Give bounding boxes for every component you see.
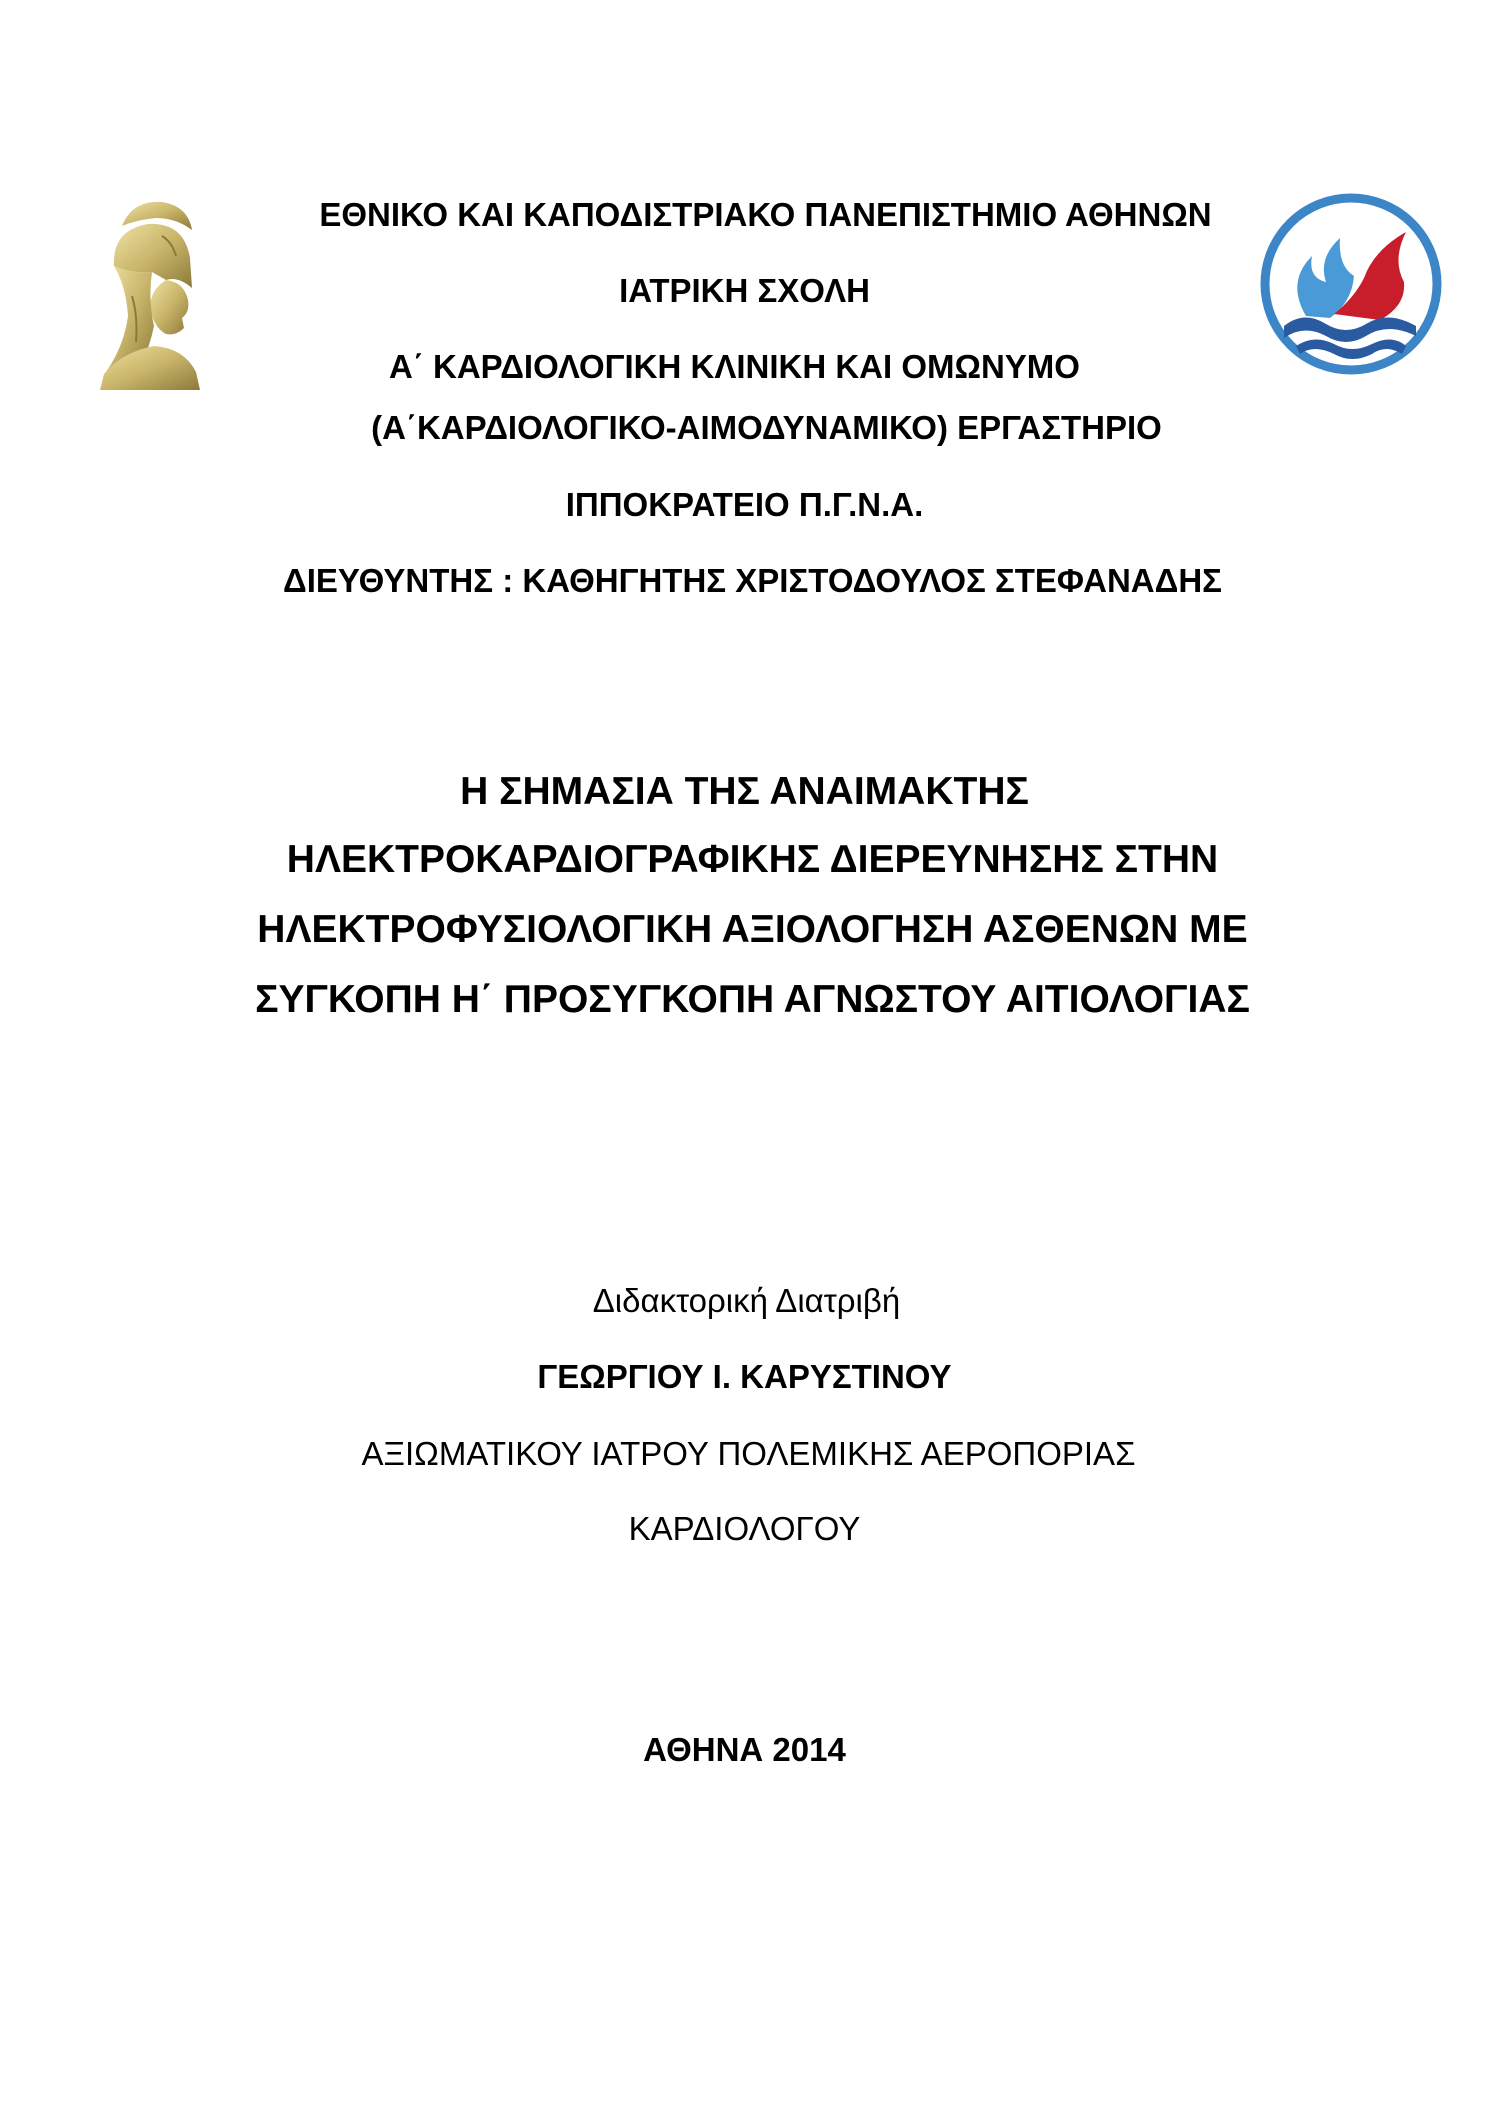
director-line: ΔΙΕΥΘΥΝΤΗΣ : ΚΑΘΗΓΗΤΗΣ ΧΡΙΣΤΟΔΟΥΛΟΣ ΣΤΕΦΑΝΑΔΗΣ	[283, 562, 1222, 599]
thesis-title-line-4: ΣΥΓΚΟΠΗ Η΄ ΠΡΟΣΥΓΚΟΠΗ ΑΓΝΩΣΤΟΥ ΑΙΤΙΟΛΟΓΙΑΣ	[255, 978, 1250, 1021]
clinic-line-1: Α΄ ΚΑΡΔΙΟΛΟΓΙΚΗ ΚΛΙΝΙΚΗ ΚΑΙ ΟΜΩΝΥΜΟ	[389, 348, 1080, 385]
university-name: ΕΘΝΙΚΟ ΚΑΙ ΚΑΠΟΔΙΣΤΡΙΑΚΟ ΠΑΝΕΠΙΣΤΗΜΙΟ ΑΘΗΝΩΝ	[319, 196, 1212, 233]
clinic-line-2: (Α΄ΚΑΡΔΙΟΛΟΓΙΚΟ-ΑΙΜΟΔΥΝΑΜΙΚΟ) ΕΡΓΑΣΤΗΡΙΟ	[371, 409, 1162, 446]
thesis-title-line-3: ΗΛΕΚΤΡΟΦΥΣΙΟΛΟΓΙΚΗ ΑΞΙΟΛΟΓΗΣΗ ΑΣΘΕΝΩΝ ΜΕ	[257, 908, 1248, 951]
school-name: ΙΑΤΡΙΚΗ ΣΧΟΛΗ	[619, 272, 870, 309]
author-rank: ΑΞΙΩΜΑΤΙΚΟΥ ΙΑΤΡΟΥ ΠΟΛΕΜΙΚΗΣ ΑΕΡΟΠΟΡΙΑΣ	[361, 1435, 1136, 1472]
author-name: ΓΕΩΡΓΙΟΥ Ι. ΚΑΡΥΣΤΙΝΟΥ	[537, 1358, 952, 1395]
hospital-name: ΙΠΠΟΚΡΑΤΕΙΟ Π.Γ.Ν.Α.	[565, 486, 924, 523]
document-type: Διδακτορική Διατριβή	[592, 1282, 901, 1319]
thesis-title-line-1: Η ΣΗΜΑΣΙΑ ΤΗΣ ΑΝΑΙΜΑΚΤΗΣ	[460, 770, 1029, 813]
author-specialty: ΚΑΡΔΙΟΛΟΓΟΥ	[628, 1510, 861, 1547]
place-year: ΑΘΗΝΑ 2014	[643, 1731, 846, 1768]
thesis-title-line-2: ΗΛΕΚΤΡΟΚΑΡΔΙΟΓΡΑΦΙΚΗΣ ΔΙΕΡΕΥΝΗΣΗΣ ΣΤΗΝ	[286, 838, 1219, 881]
